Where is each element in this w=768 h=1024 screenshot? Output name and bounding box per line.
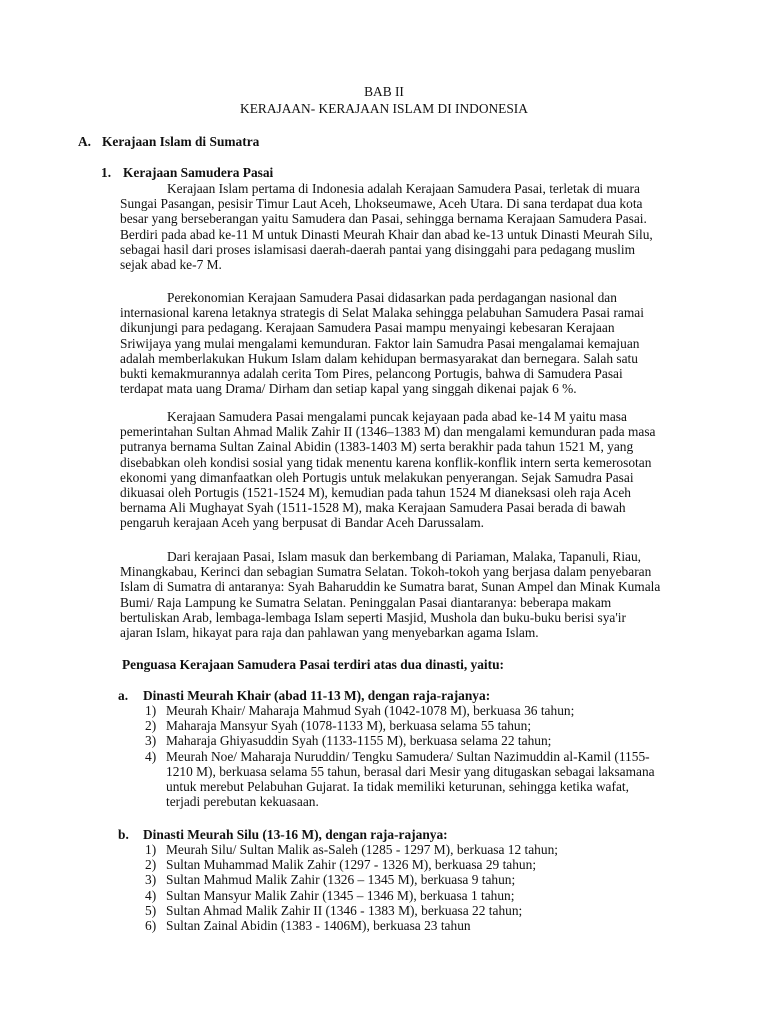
paragraph-line: bernama Ali Mughayat Syah (1511-1528 M), maka Kerajaan Samudera Pasai berada di bawah: [120, 500, 626, 516]
list-item-text: Sultan Zainal Abidin (1383 - 1406M), berkuasa 23 tahun: [166, 918, 471, 934]
list-item-text: Sultan Ahmad Malik Zahir II (1346 - 1383 M), berkuasa 22 tahun;: [166, 902, 523, 918]
dynasty-number: a.: [118, 688, 129, 703]
paragraph-line: putranya bernama Sultan Zainal Abidin (1383-1403 M) serta berakhir pada tahun 1521 M, yang: [120, 439, 634, 455]
paragraph-line: ajaran Islam, hikayat para raja dan pahlawan yang menyebarkan agama Islam.: [120, 625, 539, 641]
list-item-number: 2): [145, 718, 157, 734]
paragraph-3: [120, 409, 675, 531]
paragraph-line: pemerintahan Sultan Ahmad Malik Zahir II (1346–1383 M) dan mengalami kemunduran pada masa: [120, 424, 656, 440]
ruler-list-item: [145, 703, 655, 718]
paragraph-line: disebabkan oleh kondisi sosial yang tidak menentu karena konflik-konflik intern serta kemerosotan: [120, 454, 652, 470]
list-item-number: 1): [145, 842, 157, 857]
dynasty-b-list: [145, 842, 558, 933]
ruler-list-item: [145, 749, 655, 810]
dynasty-label: Dinasti Meurah Silu (13-16 M), dengan raja-rajanya:: [143, 827, 448, 842]
paragraph-line: sejak abad ke-7 M.: [120, 257, 222, 273]
ruler-list-item: [145, 903, 558, 918]
paragraph-line: Minangkabau, Kerinci dan sebagian Sumatra Selatan. Tokoh-tokoh yang berjasa dalam penyebaran: [120, 564, 652, 580]
paragraph-4: [120, 549, 675, 640]
paragraph-line: Islam di Sumatra di antaranya: Syah Baharuddin ke Sumatra barat, Sunan Ampel dan Minak Kumala: [120, 579, 661, 595]
list-item-number: 3): [145, 733, 157, 749]
ruler-list-item: [145, 857, 558, 872]
paragraph-line: ekonomi yang dimanfaatkan oleh Portugis untuk melakukan penyerangan. Sejak Samudra Pasai: [120, 469, 634, 485]
dynasty-b-heading: [118, 827, 448, 842]
list-item-text: Meurah Khair/ Maharaja Mahmud Syah (1042-1078 M), berkuasa 36 tahun;: [166, 703, 575, 718]
paragraph-1: [120, 181, 675, 272]
list-item-text: untuk merebut Pelabuhan Gujarat. Ia tidak memiliki keturunan, sehingga ketika wafat,: [166, 779, 629, 795]
ruler-list-item: [145, 872, 558, 887]
paragraph-line: Bumi/ Raja Lampung ke Sumatra Selatan. Peninggalan Pasai diantaranya: beberapa makam: [120, 594, 612, 610]
section-heading-a: [78, 134, 259, 149]
paragraph-line: Kerajaan Samudera Pasai mengalami puncak kejayaan pada abad ke-14 M yaitu masa: [167, 409, 627, 424]
list-item-number: 1): [145, 703, 157, 718]
list-item-number: 5): [145, 902, 157, 918]
list-item-text: Maharaja Ghiyasuddin Syah (1133-1155 M), berkuasa selama 22 tahun;: [166, 733, 552, 749]
paragraph-line: Sriwijaya yang mulai mengalami kemunduran. Faktor lain Samudra Pasai mengalamai kemajuan: [120, 335, 640, 351]
paragraph-line: Dari kerajaan Pasai, Islam masuk dan berkembang di Pariaman, Malaka, Tapanuli, Riau,: [167, 549, 642, 564]
list-item-text: Sultan Muhammad Malik Zahir (1297 - 1326 M), berkuasa 29 tahun;: [166, 857, 537, 873]
dynasty-a-list: [145, 703, 655, 809]
paragraph-line: bertuliskan Arab, lembaga-lembaga Islam seperti Masjid, Mushola dan buku-buku berisi sya'ir: [120, 609, 626, 625]
paragraph-line: internasional karena letaknya strategis di Selat Malaka sehingga pelabuhan Samudera Pasai ramai: [120, 305, 644, 321]
paragraph-line: dikuasai oleh Portugis (1521-1524 M), kemudian pada tahun 1524 M dianeksasi oleh raja Aceh: [120, 485, 631, 501]
chapter-number: BAB II: [364, 84, 404, 99]
paragraph-line: besar yang berseberangan yaitu Samudera dan Pasai, sehingga bernama Kerajaan Samudera Pasai.: [120, 211, 647, 227]
list-item-text: Sultan Mansyur Malik Zahir (1345 – 1346 M), berkuasa 1 tahun;: [166, 887, 515, 903]
section-number: A.: [78, 134, 92, 149]
ruler-list-item: [145, 918, 558, 933]
section-label: Kerajaan Islam di Sumatra: [102, 134, 260, 149]
dynasty-a-heading: [118, 688, 490, 703]
paragraph-line: Berdiri pada abad ke-11 M untuk Dinasti Meurah Khair dan abad ke-13 untuk Dinasti Meurah Silu,: [120, 226, 653, 242]
paragraph-line: sebagai hasil dari proses islamisasi daerah-daerah pantai yang disinggahi para pedagang muslim: [120, 241, 636, 257]
paragraph-line: dikunjungi para pedagang. Kerajaan Samudera Pasai mampu menyaingi kebesaran Kerajaan: [120, 320, 615, 336]
list-item-text: terjadi perebutan kekuasaan.: [166, 794, 319, 810]
ruler-list-item: [145, 733, 655, 748]
list-item-text: Maharaja Mansyur Syah (1078-1133 M), berkuasa selama 55 tahun;: [166, 718, 532, 734]
subsection-heading-1: [101, 165, 273, 180]
subsection-number: 1.: [101, 165, 112, 180]
list-item-number: 4): [145, 748, 157, 764]
rulers-heading: Penguasa Kerajaan Samudera Pasai terdiri atas dua dinasti, yaitu:: [122, 657, 505, 672]
paragraph-line: pengaruh kerajaan Aceh yang berpusat di Bandar Aceh Darussalam.: [120, 515, 485, 531]
chapter-title: KERAJAAN- KERAJAAN ISLAM DI INDONESIA: [240, 101, 528, 116]
paragraph-line: Perekonomian Kerajaan Samudera Pasai didasarkan pada perdagangan nasional dan: [167, 290, 617, 305]
paragraph-2: [120, 290, 675, 396]
paragraph-line: terdapat mata uang Drama/ Dirham dan setiap kapal yang singgah dikenai pajak 6 %.: [120, 381, 577, 397]
list-item-text: Meurah Silu/ Sultan Malik as-Saleh (1285 - 1297 M), berkuasa 12 tahun;: [166, 842, 558, 857]
list-item-text: 1210 M), berkuasa selama 55 tahun, berasal dari Mesir yang ditugaskan sebagai laksamana: [166, 763, 655, 779]
paragraph-line: bukti kemakmurannya adalah cerita Tom Pires, pelancong Portugis, bahwa di Samudera Pasai: [120, 366, 623, 382]
ruler-list-item: [145, 842, 558, 857]
list-item-number: 3): [145, 872, 157, 888]
paragraph-line: Kerajaan Islam pertama di Indonesia adalah Kerajaan Samudera Pasai, terletak di muara: [167, 181, 640, 196]
subsection-label: Kerajaan Samudera Pasai: [123, 165, 274, 180]
list-item-number: 2): [145, 857, 157, 873]
paragraph-line: Sungai Pasangan, pesisir Timur Laut Aceh, Lhokseumawe, Aceh Utara. Di sana terdapat dua kota: [120, 196, 643, 212]
list-item-text: Meurah Noe/ Maharaja Nuruddin/ Tengku Samudera/ Sultan Nazimuddin al-Kamil (1155-: [166, 748, 650, 764]
list-item-number: 6): [145, 918, 157, 934]
ruler-list-item: [145, 888, 558, 903]
paragraph-line: adalah memberlakukan Hukum Islam dalam kehidupan bermasyarakat dan bernegara. Salah satu: [120, 350, 638, 366]
list-item-text: Sultan Mahmud Malik Zahir (1326 – 1345 M), berkuasa 9 tahun;: [166, 872, 516, 888]
ruler-list-item: [145, 718, 655, 733]
dynasty-label: Dinasti Meurah Khair (abad 11-13 M), dengan raja-rajanya:: [143, 688, 491, 703]
list-item-number: 4): [145, 887, 157, 903]
dynasty-number: b.: [118, 827, 129, 842]
